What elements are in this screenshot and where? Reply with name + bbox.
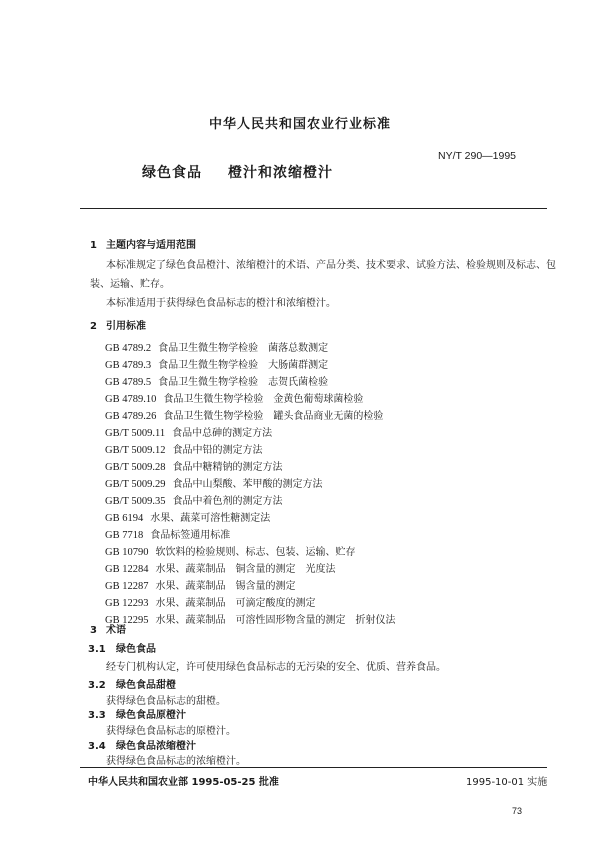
term-heading: 3.2 绿色食品甜橙	[88, 680, 176, 691]
term-definition: 获得绿色食品标志的甜橙。	[106, 696, 226, 707]
reference-item: GB 4789.26 食品卫生微生物学检验 罐头食品商业无菌的检验	[105, 411, 384, 422]
reference-item: GB 12284 水果、蔬菜制品 铜含量的测定 光度法	[105, 564, 336, 575]
reference-item: GB 12295 水果、蔬菜制品 可溶性固形物含量的测定 折射仪法	[105, 615, 396, 626]
term-heading: 3.1 绿色食品	[88, 644, 156, 655]
term-definition: 获得绿色食品标志的原橙汁。	[106, 726, 236, 737]
header-rule	[80, 208, 547, 209]
reference-item: GB 6194 水果、蔬菜可溶性糖测定法	[105, 513, 271, 524]
reference-item: GB 4789.5 食品卫生微生物学检验 志贺氏菌检验	[105, 377, 329, 388]
reference-item: GB/T 5009.11 食品中总砷的测定方法	[105, 428, 273, 439]
approval-line: 中华人民共和国农业部 1995-05-25 批准	[88, 777, 279, 788]
term-definition: 经专门机构认定，许可使用绿色食品标志的无污染的安全、优质、营养食品。	[106, 662, 446, 673]
reference-item: GB/T 5009.12 食品中铅的测定方法	[105, 445, 263, 456]
reference-item: GB 4789.2 食品卫生微生物学检验 菌落总数测定	[105, 343, 329, 354]
section1-paragraph2: 本标准适用于获得绿色食品标志的橙汁和浓缩橙汁。	[106, 298, 336, 309]
term-definition: 获得绿色食品标志的浓缩橙汁。	[106, 756, 246, 767]
term-heading: 3.4 绿色食品浓缩橙汁	[88, 741, 196, 752]
reference-item: GB/T 5009.35 食品中着色剂的测定方法	[105, 496, 283, 507]
reference-item: GB 4789.3 食品卫生微生物学检验 大肠菌群测定	[105, 360, 329, 371]
reference-item: GB 4789.10 食品卫生微生物学检验 金黄色葡萄球菌检验	[105, 394, 364, 405]
reference-item: GB/T 5009.29 食品中山梨酸、苯甲酸的测定方法	[105, 479, 323, 490]
footer-rule	[80, 767, 547, 768]
standard-code: NY/T 290—1995	[438, 150, 517, 162]
reference-item: GB/T 5009.28 食品中糖精钠的测定方法	[105, 462, 283, 473]
section1-paragraph1-line2: 装、运输、贮存。	[90, 279, 170, 290]
reference-item: GB 12293 水果、蔬菜制品 可滴定酸度的测定	[105, 598, 316, 609]
reference-item: GB 10790 软饮料的检验规则、标志、包装、运输、贮存	[105, 547, 356, 558]
issuer-title: 中华人民共和国农业行业标准	[208, 117, 391, 132]
document-title	[142, 162, 333, 182]
document-title-part1: 绿色食品	[142, 165, 202, 181]
reference-item: GB 12287 水果、蔬菜制品 锡含量的测定	[105, 581, 296, 592]
section1-paragraph1-line1: 本标准规定了绿色食品橙汁、浓缩橙汁的术语、产品分类、技术要求、试验方法、检验规则及标志、包	[106, 260, 556, 271]
implementation-date: 1995-10-01 实施	[466, 777, 548, 788]
document-title-part2: 橙汁和浓缩橙汁	[228, 165, 333, 181]
page-number: 73	[512, 806, 523, 816]
section-heading-3: 3 术语	[90, 625, 126, 636]
section-heading-1: 1 主题内容与适用范围	[90, 240, 196, 251]
section-heading-2: 2 引用标准	[90, 321, 146, 332]
term-heading: 3.3 绿色食品原橙汁	[88, 710, 186, 721]
reference-item: GB 7718 食品标签通用标准	[105, 530, 231, 541]
